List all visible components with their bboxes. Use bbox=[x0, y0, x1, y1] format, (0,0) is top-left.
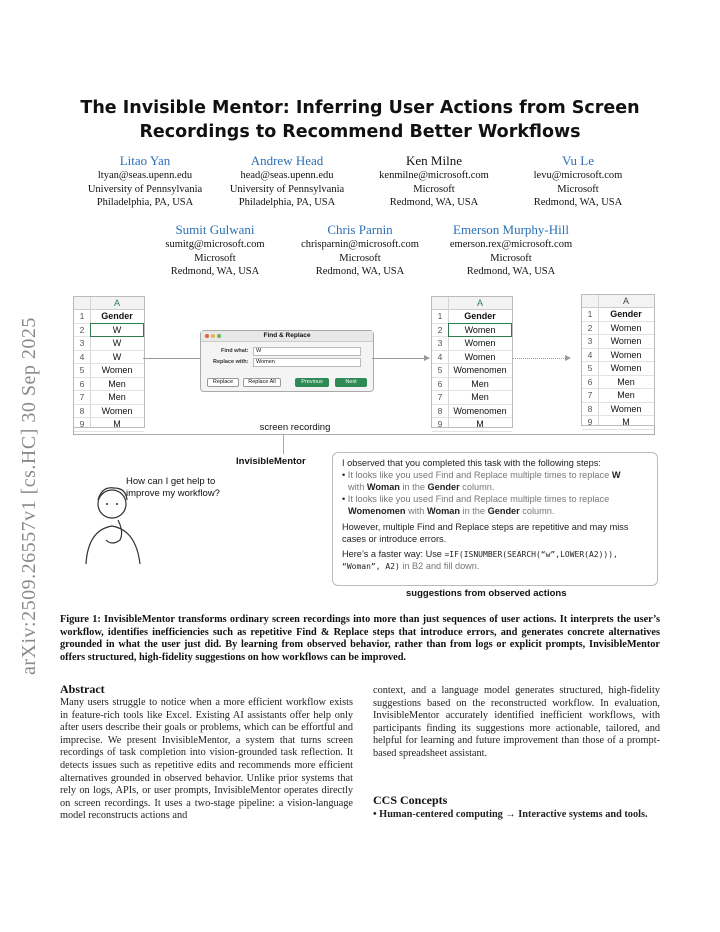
recording-bracket bbox=[73, 426, 655, 435]
author-name[interactable]: Litao Yan bbox=[119, 153, 171, 168]
screen-recording-label: screen recording bbox=[240, 422, 350, 433]
spreadsheet-row bbox=[74, 337, 144, 351]
cell[interactable]: Women bbox=[101, 365, 133, 375]
spreadsheet-row bbox=[74, 324, 144, 338]
author-block bbox=[80, 152, 210, 210]
row-number: 2 bbox=[587, 322, 593, 333]
mentor-suggestion-bubble bbox=[332, 452, 658, 586]
cell[interactable]: Women bbox=[464, 351, 496, 362]
spreadsheet-row bbox=[74, 310, 144, 324]
ccs-heading: CCS Concepts bbox=[373, 793, 448, 807]
row-number: 9 bbox=[79, 419, 85, 429]
author-name: Ken Milne bbox=[406, 153, 462, 168]
author-location: Philadelphia, PA, USA bbox=[238, 197, 336, 208]
cell[interactable]: Men bbox=[108, 392, 126, 402]
spreadsheet-row bbox=[582, 322, 654, 336]
bubble-suggestion: Here’s a faster way: Use =IF(ISNUMBER(SEARCH(“w”,LOWER(A2))), “Woman”, A2) in B2 and fill down. bbox=[342, 549, 618, 571]
cell[interactable]: Womenomen bbox=[453, 405, 507, 416]
row-number: 1 bbox=[437, 311, 443, 321]
spreadsheet-row bbox=[432, 324, 512, 338]
spreadsheet-row bbox=[432, 364, 512, 378]
author-affiliation: Microsoft bbox=[413, 183, 455, 195]
spreadsheet-after-steps bbox=[431, 296, 513, 428]
author-affiliation: Microsoft bbox=[339, 252, 381, 264]
previous-button[interactable]: Previous bbox=[295, 378, 329, 387]
spreadsheet-row bbox=[432, 351, 512, 365]
row-number: 8 bbox=[79, 405, 85, 416]
row-number: 2 bbox=[79, 324, 85, 335]
cell[interactable]: M bbox=[622, 417, 630, 427]
row-number: 1 bbox=[587, 309, 593, 319]
connector-line bbox=[283, 434, 284, 454]
cell[interactable]: M bbox=[113, 419, 121, 429]
row-number: 7 bbox=[437, 392, 443, 402]
author-block bbox=[436, 221, 586, 279]
user-question: How can I get help to improve my workflow? bbox=[126, 476, 220, 499]
spreadsheet-row bbox=[582, 403, 654, 417]
replace-all-button[interactable]: Replace All bbox=[243, 378, 281, 387]
row-number: 9 bbox=[437, 419, 443, 429]
spreadsheet-row bbox=[432, 418, 512, 432]
cell[interactable]: Men bbox=[617, 390, 635, 400]
author-name[interactable]: Vu Le bbox=[561, 153, 595, 168]
spreadsheet-row bbox=[582, 389, 654, 403]
author-name[interactable]: Sumit Gulwani bbox=[175, 222, 255, 237]
cell[interactable]: Women bbox=[610, 403, 642, 414]
spreadsheet-row bbox=[582, 362, 654, 376]
spreadsheet-row bbox=[74, 405, 144, 419]
column-header: A bbox=[622, 296, 629, 306]
abstract-right-column: context, and a language model generates structured, high-fidelity suggestions based on the reconstructed workflow. In evaluation, InvisibleMentor accurately identified inefficient workflows, with participants finding its suggestions more actionable, tailored, and helpful for learning and future improvement than those of a prompt-based spreadsheet assistant. bbox=[373, 685, 660, 759]
column-header: A bbox=[476, 298, 483, 308]
cell[interactable]: Men bbox=[108, 378, 126, 389]
author-affiliation: Microsoft bbox=[194, 252, 236, 264]
cell[interactable]: Gender bbox=[464, 311, 496, 321]
cell[interactable]: Men bbox=[471, 378, 489, 389]
author-location: Redmond, WA, USA bbox=[315, 266, 405, 277]
spreadsheet-row bbox=[432, 405, 512, 419]
cell[interactable]: Gender bbox=[610, 309, 642, 319]
author-location: Redmond, WA, USA bbox=[533, 197, 623, 208]
row-number: 6 bbox=[587, 376, 593, 387]
cell[interactable]: Women bbox=[449, 324, 511, 337]
cell[interactable]: Gender bbox=[101, 311, 133, 321]
paper-title: The Invisible Mentor: Inferring User Actions from Screen Recordings to Recommend Better Workflows bbox=[80, 98, 640, 142]
spreadsheet-row bbox=[74, 364, 144, 378]
cell[interactable]: Women bbox=[610, 336, 642, 346]
cell[interactable]: M bbox=[476, 419, 484, 429]
author-location: Redmond, WA, USA bbox=[466, 266, 556, 277]
row-number: 3 bbox=[437, 338, 443, 348]
figure-caption: Figure 1: InvisibleMentor transforms ordinary screen recordings into more than just sequences of user actions. It interprets the user’s workflow, identifies inefficiencies such as repetitive Find & Replace steps that introduce errors, and generates concrete alternatives grounded in what the user just did. By learning from observed behavior, rather than from logs or explicit prompts, InvisibleMentor offers structured, high-fidelity suggestions on how workflows can be improved. bbox=[60, 614, 660, 663]
row-number: 6 bbox=[79, 378, 85, 389]
spreadsheet-row bbox=[432, 337, 512, 351]
row-number: 6 bbox=[437, 378, 443, 389]
column-header: A bbox=[113, 298, 120, 308]
cell[interactable]: Women bbox=[610, 322, 642, 333]
author-location: Philadelphia, PA, USA bbox=[96, 197, 194, 208]
author-name[interactable]: Emerson Murphy-Hill bbox=[453, 222, 569, 237]
row-number: 2 bbox=[437, 324, 443, 335]
spreadsheet-before bbox=[73, 296, 145, 428]
replace-input[interactable]: Women bbox=[253, 358, 361, 367]
author-affiliation: Microsoft bbox=[490, 252, 532, 264]
spreadsheet-row bbox=[582, 335, 654, 349]
row-number: 7 bbox=[587, 390, 593, 400]
spreadsheet-final bbox=[581, 294, 655, 426]
author-email: head@seas.upenn.edu bbox=[240, 170, 334, 181]
spreadsheet-row bbox=[582, 416, 654, 430]
row-number: 9 bbox=[587, 417, 593, 427]
author-affiliation: University of Pennsylvania bbox=[229, 183, 345, 195]
row-number: 3 bbox=[79, 338, 85, 348]
row-number: 5 bbox=[79, 365, 85, 375]
cell[interactable]: Women bbox=[610, 363, 642, 373]
cell[interactable]: Women bbox=[464, 338, 496, 348]
cell[interactable]: W bbox=[91, 324, 143, 337]
author-name[interactable]: Andrew Head bbox=[250, 153, 324, 168]
cell[interactable]: Men bbox=[471, 392, 489, 402]
bubble-bullet-1: • It looks like you used Find and Replace multiple times to replace W with Woman in the Gender column. bbox=[342, 470, 621, 492]
find-input[interactable]: W bbox=[253, 347, 361, 356]
author-affiliation: Microsoft bbox=[557, 183, 599, 195]
row-number: 1 bbox=[79, 311, 85, 321]
abstract-heading: Abstract bbox=[60, 682, 105, 696]
arrow-line bbox=[143, 358, 200, 359]
row-number: 5 bbox=[437, 365, 443, 375]
replace-label: Replace with: bbox=[213, 359, 249, 365]
abstract-left-column: Many users struggle to notice when a more efficient workflow exists in feature-rich tools like Excel. Existing AI assistants offer help only after users describe their goals or problems, which can be effortful and imprecise. We present InvisibleMentor, a system that turns screen recordings of task completion into vision-grounded task reflection. It detects issues such as repetitive edits and recommends more efficient alternatives grounded in observed behavior. Unlike prior systems that rely on logs, APIs, or user prompts, InvisibleMentor operates directly on screen recordings. It uses a two-stage pipeline: a vision-language model reconstructs actions and bbox=[60, 697, 353, 822]
author-location: Redmond, WA, USA bbox=[389, 197, 479, 208]
author-location: Redmond, WA, USA bbox=[170, 266, 260, 277]
arrow-head-icon bbox=[424, 355, 430, 361]
mentor-label: InvisibleMentor bbox=[236, 456, 306, 467]
spreadsheet-row bbox=[432, 391, 512, 405]
cell[interactable]: W bbox=[112, 351, 122, 362]
spreadsheet-row bbox=[74, 418, 144, 432]
cell[interactable]: Men bbox=[617, 376, 635, 387]
figure-1 bbox=[60, 290, 660, 600]
author-block bbox=[518, 152, 638, 210]
spreadsheet-row bbox=[74, 391, 144, 405]
find-label: Find what: bbox=[221, 348, 249, 354]
author-block bbox=[222, 152, 352, 210]
row-number: 4 bbox=[79, 351, 85, 362]
author-email: chrisparnin@microsoft.com bbox=[301, 239, 419, 250]
row-number: 5 bbox=[587, 363, 593, 373]
replace-button[interactable]: Replace bbox=[207, 378, 239, 387]
bubble-bullet-2: • It looks like you used Find and Replace multiple times to replace Womenomen with Woman in the Gender column. bbox=[342, 494, 610, 516]
spreadsheet-row bbox=[74, 351, 144, 365]
row-number: 4 bbox=[587, 349, 593, 360]
suggestions-label: suggestions from observed actions bbox=[406, 588, 567, 599]
spreadsheet-row bbox=[432, 378, 512, 392]
ccs-concepts: • Human-centered computing → Interactive systems and tools. bbox=[373, 809, 648, 820]
next-button[interactable]: Next bbox=[335, 378, 367, 387]
spreadsheet-row bbox=[582, 349, 654, 363]
author-email: emerson.rex@microsoft.com bbox=[449, 239, 573, 250]
author-email: kenmilne@microsoft.com bbox=[379, 170, 489, 181]
row-number: 8 bbox=[437, 405, 443, 416]
bubble-intro: I observed that you completed this task with the following steps: bbox=[342, 458, 601, 468]
author-name[interactable]: Chris Parnin bbox=[327, 222, 393, 237]
author-block bbox=[288, 221, 432, 279]
dotted-arrow-line bbox=[506, 358, 566, 359]
spreadsheet-row bbox=[432, 310, 512, 324]
find-replace-dialog bbox=[200, 330, 374, 392]
row-number: 8 bbox=[587, 403, 593, 414]
bubble-critique: However, multiple Find and Replace steps are repetitive and may miss cases or introduce errors. bbox=[342, 522, 629, 544]
cell[interactable]: Women bbox=[101, 405, 133, 416]
spreadsheet-row bbox=[582, 376, 654, 390]
cell[interactable]: W bbox=[112, 338, 122, 348]
row-number: 4 bbox=[437, 351, 443, 362]
spreadsheet-row bbox=[74, 378, 144, 392]
row-number: 3 bbox=[587, 336, 593, 346]
author-email: ltyan@seas.upenn.edu bbox=[97, 170, 193, 181]
spreadsheet-row bbox=[582, 308, 654, 322]
author-block bbox=[150, 221, 280, 279]
row-number: 7 bbox=[79, 392, 85, 402]
cell[interactable]: Women bbox=[610, 349, 642, 360]
dialog-title: Find & Replace bbox=[263, 332, 311, 339]
author-email: levu@microsoft.com bbox=[533, 170, 623, 181]
author-block bbox=[364, 152, 504, 210]
cell[interactable]: Womenomen bbox=[453, 365, 507, 375]
arrow-line bbox=[372, 358, 425, 359]
arrow-head-icon bbox=[565, 355, 571, 361]
author-affiliation: University of Pennsylvania bbox=[87, 183, 203, 195]
author-email: sumitg@microsoft.com bbox=[165, 239, 265, 250]
